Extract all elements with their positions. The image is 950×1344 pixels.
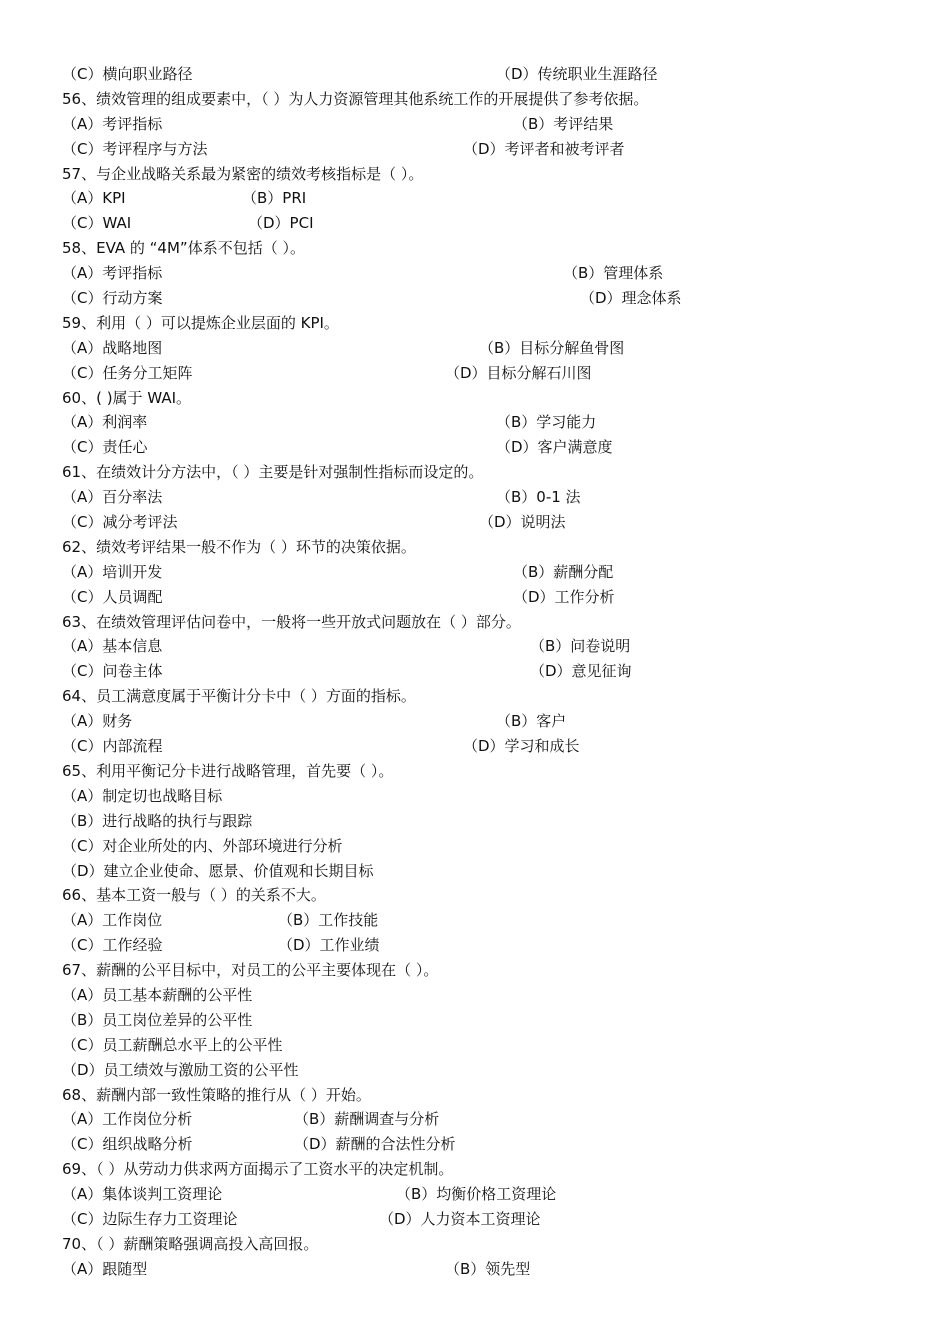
line-text: （A）战略地图 [62, 338, 163, 357]
option-text: （D）说明法 [479, 513, 566, 532]
line-text: （C）工作经验 [62, 936, 163, 955]
text-line [0, 908, 950, 933]
line-text: 69、（ ）从劳动力供求两方面揭示了工资水平的决定机制。 [62, 1160, 454, 1179]
text-line [0, 386, 950, 411]
option-text: （B）0-1 法 [496, 488, 581, 507]
text-line [0, 610, 950, 635]
text-line [0, 236, 950, 261]
line-text: （A）财务 [62, 712, 133, 731]
option-text: （B）客户 [496, 712, 567, 731]
option-text: （D）理念体系 [580, 289, 682, 308]
line-text: （A）考评指标 [62, 264, 163, 283]
text-line [0, 585, 950, 610]
line-text: （C）减分考评法 [62, 513, 178, 532]
line-text: 61、在绩效计分方法中，（ ）主要是针对强制性指标而设定的。 [62, 463, 484, 482]
option-text: （B）工作技能 [278, 911, 379, 930]
text-line [0, 485, 950, 510]
option-text: （B）领先型 [445, 1259, 531, 1278]
option-text: （B）目标分解鱼骨图 [479, 338, 625, 357]
line-text: 64、员工满意度属于平衡计分卡中（ ）方面的指标。 [62, 687, 416, 706]
text-line [0, 87, 950, 112]
text-line [0, 684, 950, 709]
text-line [0, 1182, 950, 1207]
line-text: 63、在绩效管理评估问卷中，一般将一些开放式问题放在（ ）部分。 [62, 612, 521, 631]
text-line [0, 62, 950, 87]
text-line [0, 137, 950, 162]
text-line [0, 112, 950, 137]
text-line [0, 933, 950, 958]
text-line [0, 1083, 950, 1108]
text-line [0, 659, 950, 684]
option-text: （D）客户满意度 [496, 438, 613, 457]
option-text: （B）薪酬调查与分析 [294, 1110, 440, 1129]
line-text: （C）人员调配 [62, 587, 163, 606]
text-line [0, 460, 950, 485]
option-text: （D）人力资本工资理论 [379, 1209, 541, 1228]
text-line [0, 1257, 950, 1282]
text-line [0, 211, 950, 236]
option-text: （D）工作业绩 [278, 936, 380, 955]
option-text: （D）考评者和被考评者 [463, 139, 625, 158]
line-text: （A）KPI [62, 189, 126, 208]
text-line [0, 1157, 950, 1182]
line-text: （C）责任心 [62, 438, 148, 457]
text-line [0, 1008, 950, 1033]
line-text: （A）基本信息 [62, 637, 163, 656]
text-line [0, 1232, 950, 1257]
line-text: （C）任务分工矩阵 [62, 363, 193, 382]
text-line [0, 983, 950, 1008]
line-text: （C）边际生存力工资理论 [62, 1209, 238, 1228]
line-text: 56、绩效管理的组成要素中，（ ）为人力资源管理其他系统工作的开展提供了参考依据。 [62, 89, 649, 108]
text-line [0, 834, 950, 859]
line-text: （C）横向职业路径 [62, 65, 193, 83]
text-line [0, 410, 950, 435]
option-text: （B）考评结果 [513, 114, 614, 133]
text-line [0, 311, 950, 336]
line-text: （A）员工基本薪酬的公平性 [62, 985, 253, 1004]
text-line [0, 336, 950, 361]
line-text: （B）进行战略的执行与跟踪 [62, 811, 253, 830]
text-line [0, 734, 950, 759]
option-text: （B）PRI [242, 189, 307, 208]
line-text: （A）集体谈判工资理论 [62, 1185, 223, 1204]
line-text: 59、利用（ ）可以提炼企业层面的 KPI。 [62, 313, 339, 332]
line-text: （B）员工岗位差异的公平性 [62, 1010, 253, 1029]
text-line [0, 759, 950, 784]
line-text: 70、（ ）薪酬策略强调高投入高回报。 [62, 1234, 319, 1253]
line-text: （D）员工绩效与激励工资的公平性 [62, 1060, 299, 1079]
option-text: （D）工作分析 [513, 587, 615, 606]
line-text: 65、利用平衡记分卡进行战略管理，首先要（ ）。 [62, 761, 394, 780]
line-text: （A）工作岗位分析 [62, 1110, 193, 1129]
text-line [0, 261, 950, 286]
option-text: （D）PCI [248, 214, 314, 233]
text-line [0, 709, 950, 734]
line-text: （A）跟随型 [62, 1259, 148, 1278]
line-text: 66、基本工资一般与（ ）的关系不大。 [62, 886, 326, 905]
text-line [0, 1107, 950, 1132]
line-text: 60、( )属于 WAI。 [62, 388, 192, 407]
text-line [0, 883, 950, 908]
option-text: （D）薪酬的合法性分析 [294, 1135, 456, 1154]
line-text: （C）员工薪酬总水平上的公平性 [62, 1035, 283, 1054]
text-line [0, 560, 950, 585]
text-line [0, 361, 950, 386]
line-text: （A）考评指标 [62, 114, 163, 133]
text-line [0, 809, 950, 834]
option-text: （D）意见征询 [530, 662, 632, 681]
line-text: （C）WAI [62, 214, 132, 233]
line-text: （C）问卷主体 [62, 662, 163, 681]
line-text: （A）利润率 [62, 413, 148, 432]
line-text: 67、薪酬的公平目标中，对员工的公平主要体现在（ ）。 [62, 961, 439, 980]
text-line [0, 535, 950, 560]
line-text: （C）对企业所处的内、外部环境进行分析 [62, 836, 343, 855]
line-text: 58、EVA 的 “4M”体系不包括（ ）。 [62, 239, 305, 258]
document-page [0, 62, 950, 1282]
text-line [0, 435, 950, 460]
text-line [0, 186, 950, 211]
line-text: （A）工作岗位 [62, 911, 163, 930]
text-line [0, 1033, 950, 1058]
option-text: （B）问卷说明 [530, 637, 631, 656]
option-text: （B）管理体系 [563, 264, 664, 283]
text-line [0, 859, 950, 884]
text-line [0, 958, 950, 983]
option-text: （B）学习能力 [496, 413, 597, 432]
line-text: （C）组织战略分析 [62, 1135, 193, 1154]
line-text: 57、与企业战略关系最为紧密的绩效考核指标是（ ）。 [62, 164, 424, 183]
option-text: （D）传统职业生涯路径 [496, 65, 658, 83]
line-text: （C）考评程序与方法 [62, 139, 208, 158]
option-text: （D）学习和成长 [463, 737, 580, 756]
line-text: （D）建立企业使命、愿景、价值观和长期目标 [62, 861, 374, 880]
text-line [0, 634, 950, 659]
line-text: 62、绩效考评结果一般不作为（ ）环节的决策依据。 [62, 537, 416, 556]
text-line [0, 510, 950, 535]
text-line [0, 1058, 950, 1083]
line-text: （C）行动方案 [62, 289, 163, 308]
option-text: （B）均衡价格工资理论 [396, 1185, 557, 1204]
text-line [0, 286, 950, 311]
text-line [0, 784, 950, 809]
line-text: 68、薪酬内部一致性策略的推行从（ ）开始。 [62, 1085, 371, 1104]
option-text: （D）目标分解石川图 [445, 363, 592, 382]
line-text: （C）内部流程 [62, 737, 163, 756]
line-text: （A）制定切也战略目标 [62, 786, 223, 805]
text-line [0, 1207, 950, 1232]
line-text: （A）培训开发 [62, 562, 163, 581]
text-line [0, 1132, 950, 1157]
line-text: （A）百分率法 [62, 488, 163, 507]
text-line [0, 162, 950, 187]
option-text: （B）薪酬分配 [513, 562, 614, 581]
